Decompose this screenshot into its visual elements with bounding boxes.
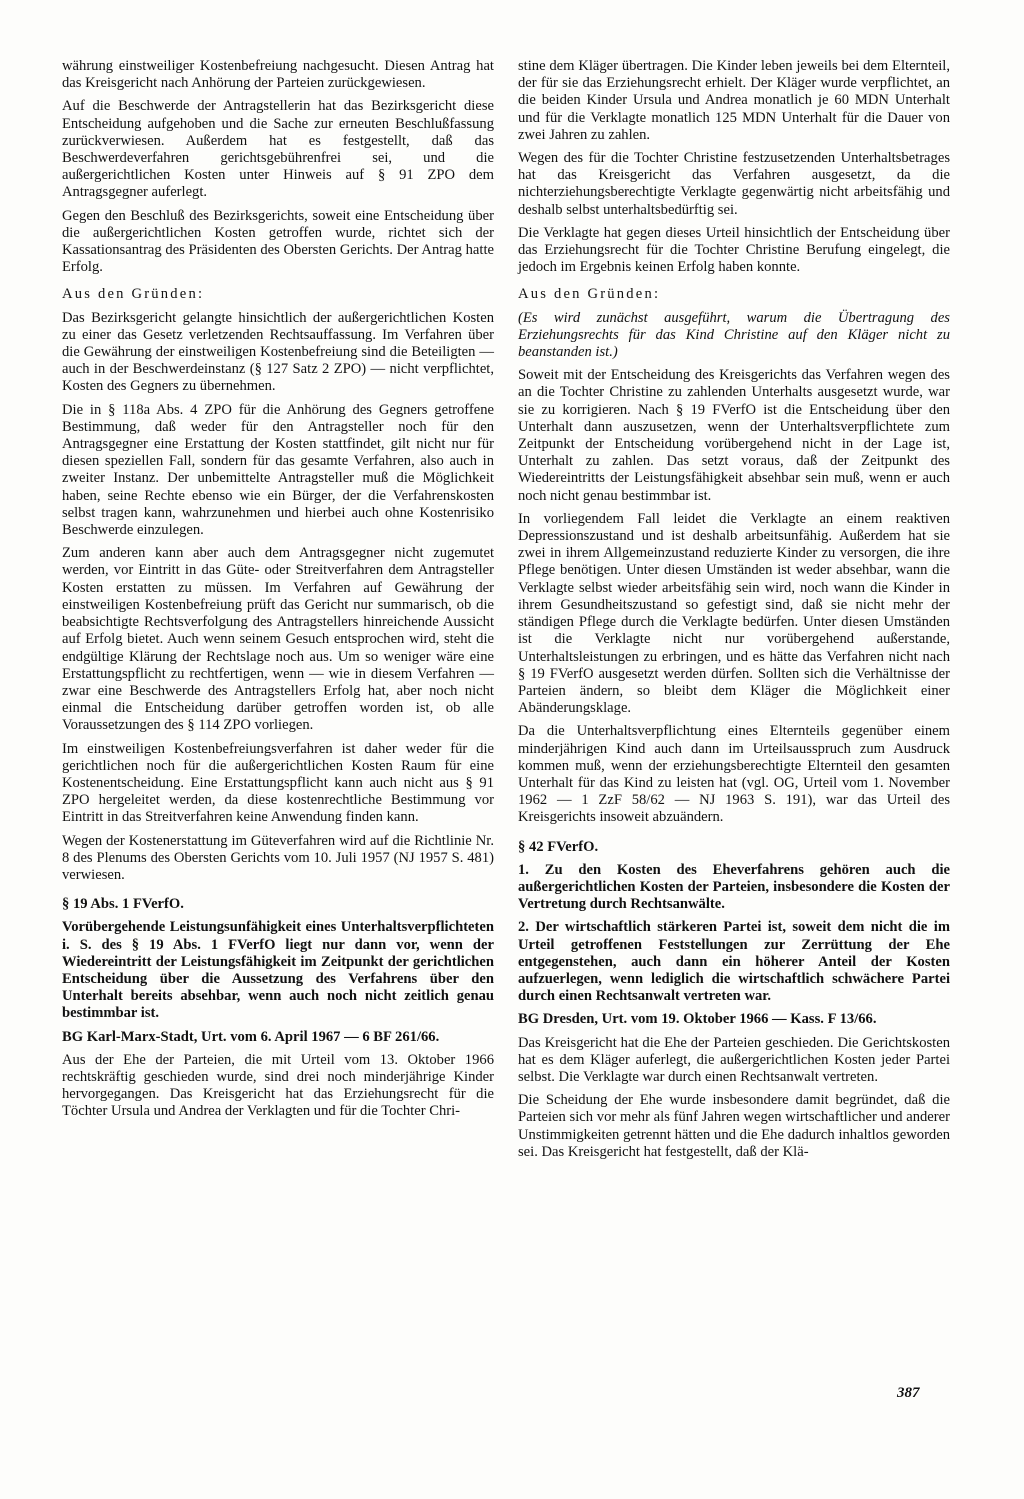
paragraph: Zum anderen kann aber auch dem Antragsgegner nicht zugemutet werden, vor Eintritt in das Güte- oder Streitverfahren dem Antragsteller Kosten erstatten zu müssen. Im Verfahren auf Gewährung der einstweiligen Kostenbefreiung prüft das Gericht nur summarisch, ob die beabsichtigte Rechtsverfolgung des Antragstellers hinreichende Aussicht auf Erfolg bietet. Auch wenn seinem Gesuch entsprochen wird, steht die endgültige Klärung der Rechtslage noch aus. Um so weniger wäre eine Erstattungspflicht zu rechtfertigen, wenn — wie in diesem Verfahren — zwar eine Beschwerde des Antragstellers Erfolg hat, aber noch nicht einmal die Entscheidung darüber getroffen worden ist, ob alle Voraussetzungen des § 114 ZPO vorliegen.: [62, 545, 494, 734]
paragraph: Die Scheidung der Ehe wurde insbesondere damit begründet, daß die Parteien sich vor mehr als fünf Jahren wegen wirtschaftlicher und anderer Unstimmigkeiten getrennt hätten und die Ehe dadurch inhaltlos geworden sei. Das Kreisgericht hat festgestellt, daß der Klä-: [518, 1092, 950, 1160]
paragraph: Wegen der Kostenerstattung im Güteverfahren wird auf die Richtlinie Nr. 8 des Plenums des Obersten Gerichts vom 10. Juli 1957 (NJ 1957 S. 481) verwiesen.: [62, 832, 494, 883]
paragraph: Die Verklagte hat gegen dieses Urteil hinsichtlich der Entscheidung über das Erziehungsrecht für die Tochter Christine Berufung eingelegt, die jedoch im Ergebnis keinen Erfolg haben konnte.: [518, 224, 950, 276]
right-column: [518, 58, 950, 1167]
section-heading: Aus den Gründen:: [518, 286, 661, 303]
headnote: Vorübergehende Leistungsunfähigkeit eines Unterhaltsverpflichteten i. S. des § 19 Abs. 1 FVerfO liegt nur dann vor, wenn der Wiedereintritt der Leistungsfähigkeit im Zeitpunkt der gerichtlichen Entscheidung über die Aussetzung des Verfahrens über den Unterhalt bereits absehbar, wenn auch noch nicht zeitlich genau bestimmbar ist.: [62, 919, 494, 1022]
paragraph: Im einstweiligen Kostenbefreiungsverfahren ist daher weder für die gerichtlichen noch für die außergerichtlichen Kosten Raum für eine Kostenentscheidung. Eine Erstattungspflicht kann auch nicht aus § 91 ZPO hergeleitet werden, da diese kostenrechtliche Bestimmung vor Eintritt in das Streitverfahren keine Anwendung finden kann.: [62, 740, 494, 826]
left-column: [62, 58, 494, 1127]
headnote: 2. Der wirtschaftlich stärkeren Partei ist, soweit dem nicht die im Urteil getroffenen Feststellungen zur Zerrüttung der Ehe entgegenstehen, auch dann ein höherer Anteil der Kosten aufzuerlegen, wenn lediglich die wirtschaftlich schwächere Partei durch einen Rechtsanwalt vertreten war.: [518, 919, 950, 1005]
paragraph: Soweit mit der Entscheidung des Kreisgerichts das Verfahren wegen des an die Tochter Christine zu zahlenden Unterhalts ausgesetzt wurde, war sie zu korrigieren. Nach § 19 FVerfO ist die Entscheidung über den Unterhalt dann auszusetzen, wenn der Unterhaltsverpflichtete zum Zeitpunkt der Entscheidung vorübergehend nicht in der Lage ist, Unterhalt zu zahlen. Das setzt voraus, daß der Zeitpunkt des Wiedereintritts der Leistungsfähigkeit absehbar sein muß, wenn er auch noch nicht genau bestimmbar ist.: [518, 367, 950, 504]
paragraph: stine dem Kläger übertragen. Die Kinder leben jeweils bei dem Elternteil, der für sie das Erziehungsrecht erhielt. Der Kläger wurde verpflichtet, an die beiden Kinder Ursula und Andrea monatlich je 60 MDN Unterhalt und für die Verklagte monatlich 125 MDN Unterhalt für die Dauer von zwei Jahren zu zahlen.: [518, 58, 950, 143]
paragraph: Das Bezirksgericht gelangte hinsichtlich der außergerichtlichen Kosten zu einer das Gesetz verletzenden Rechtsauffassung. Im Verfahren über die Gewährung der einstweiligen Kostenbefreiung sind die Beteiligten — auch in der Beschwerdeinstanz (§ 127 Satz 2 ZPO) — nicht verpflichtet, Kosten des Gegners zu übernehmen.: [62, 309, 494, 395]
headnote: 1. Zu den Kosten des Eheverfahrens gehören auch die außergerichtlichen Kosten der Parteien, insbesondere die Kosten der Vertretung durch Rechtsanwälte.: [518, 861, 950, 913]
section-heading: Aus den Gründen:: [62, 286, 205, 303]
law-reference-heading: § 19 Abs. 1 FVerfO.: [62, 896, 184, 913]
law-reference-heading: § 42 FVerfO.: [518, 838, 599, 855]
editorial-note: (Es wird zunächst ausgeführt, warum die Übertragung des Erziehungsrechts für das Kind Christine auf den Kläger nicht zu beanstanden ist.): [518, 309, 950, 361]
paragraph: Auf die Beschwerde der Antragstellerin hat das Bezirksgericht diese Entscheidung aufgehoben und die Sache zur erneuten Beschlußfassung zurückverwiesen. Außerdem hat es festgestellt, daß das Beschwerdeverfahren gerichtsgebührenfrei sei, und die außergerichtlichen Kosten unter Hinweis auf § 91 ZPO dem Antragsgegner auferlegt.: [62, 98, 494, 201]
paragraph: währung einstweiliger Kostenbefreiung nachgesucht. Diesen Antrag hat das Kreisgericht nach Anhörung der Parteien zurückgewiesen.: [62, 58, 494, 92]
paragraph: In vorliegendem Fall leidet die Verklagte an einem reaktiven Depressionszustand und ist deshalb arbeitsunfähig. Außerdem hat sie zwei in ihrem Allgemeinzustand reduzierte Kinder zu versorgen, die ihre Pflege benötigen. Unter diesen Umständen ist weder absehbar, wann die Verklagte selbst wieder arbeitsfähig sein wird, noch wann die Kinder in ihrem Gesundheitszustand so gefestigt sind, daß sie nicht mehr der ständigen Pflege durch die Verklagte bedürfen. Unter diesen Umständen ist die Verklagte nicht nur vorübergehend außerstande, Unterhaltsleistungen zu erbringen, und es hätte das Verfahren nicht nach § 19 FVerfO ausgesetzt werden dürfen. Sollten sich die Verhältnisse der Parteien ändern, so bleibt dem Kläger die Möglichkeit einer Abänderungsklage.: [518, 510, 950, 717]
paragraph: Da die Unterhaltsverpflichtung eines Elternteils gegenüber einem minderjährigen Kind auch dann im Urteilsausspruch zum Ausdruck kommen muß, wenn der erziehungsberechtigte Elternteil den gesamten Unterhalt für das Kind zu leisten hat (vgl. OG, Urteil vom 1. November 1962 — 1 ZzF 58/62 — NJ 1963 S. 191), war das Urteil des Kreisgerichts insoweit abzuändern.: [518, 723, 950, 826]
page-number: 387: [897, 1385, 920, 1401]
paragraph: Die in § 118a Abs. 4 ZPO für die Anhörung des Gegners getroffene Bestimmung, daß weder für den Antragsteller noch für den Antragsgegner eine Erstattung der Kosten stattfindet, gilt nicht nur für diesen speziellen Fall, sondern für das gesamte Verfahren, also auch in zweiter Instanz. Der unbemittelte Antragsteller muß die Möglichkeit haben, seine Rechte ebenso wie ein Bürger, der die Verfahrenskosten selbst tragen kann, wahrzunehmen und hierbei auch ohne Kostenrisiko Beschwerde einzulegen.: [62, 401, 494, 539]
case-citation: BG Dresden, Urt. vom 19. Oktober 1966 — Kass. F 13/66.: [518, 1011, 877, 1028]
paragraph: Das Kreisgericht hat die Ehe der Parteien geschieden. Die Gerichtskosten hat es dem Kläger auferlegt, die außergerichtlichen Kosten jeder Partei selbst. Die Verklagte war durch einen Rechtsanwalt vertreten.: [518, 1034, 950, 1085]
paragraph: Aus der Ehe der Parteien, die mit Urteil vom 13. Oktober 1966 rechtskräftig geschieden wurde, sind drei noch minderjährige Kinder hervorgegangen. Das Kreisgericht hat das Erziehungsrecht für die Töchter Ursula und Andrea der Verklagten und für die Tochter Chri-: [62, 1051, 494, 1120]
paragraph: Wegen des für die Tochter Christine festzusetzenden Unterhaltsbetrages hat das Kreisgericht das Verfahren ausgesetzt, da die nichterziehungsberechtigte Verklagte gegenwärtig nicht arbeitsfähig und deshalb selbst unterhaltsbedürftig sei.: [518, 150, 950, 218]
case-citation: BG Karl-Marx-Stadt, Urt. vom 6. April 1967 — 6 BF 261/66.: [62, 1028, 440, 1045]
paragraph: Gegen den Beschluß des Bezirksgerichts, soweit eine Entscheidung über die außergerichtlichen Kosten getroffen wurde, richtet sich der Kassationsantrag des Präsidenten des Obersten Gerichts. Der Antrag hatte Erfolg.: [62, 207, 494, 276]
